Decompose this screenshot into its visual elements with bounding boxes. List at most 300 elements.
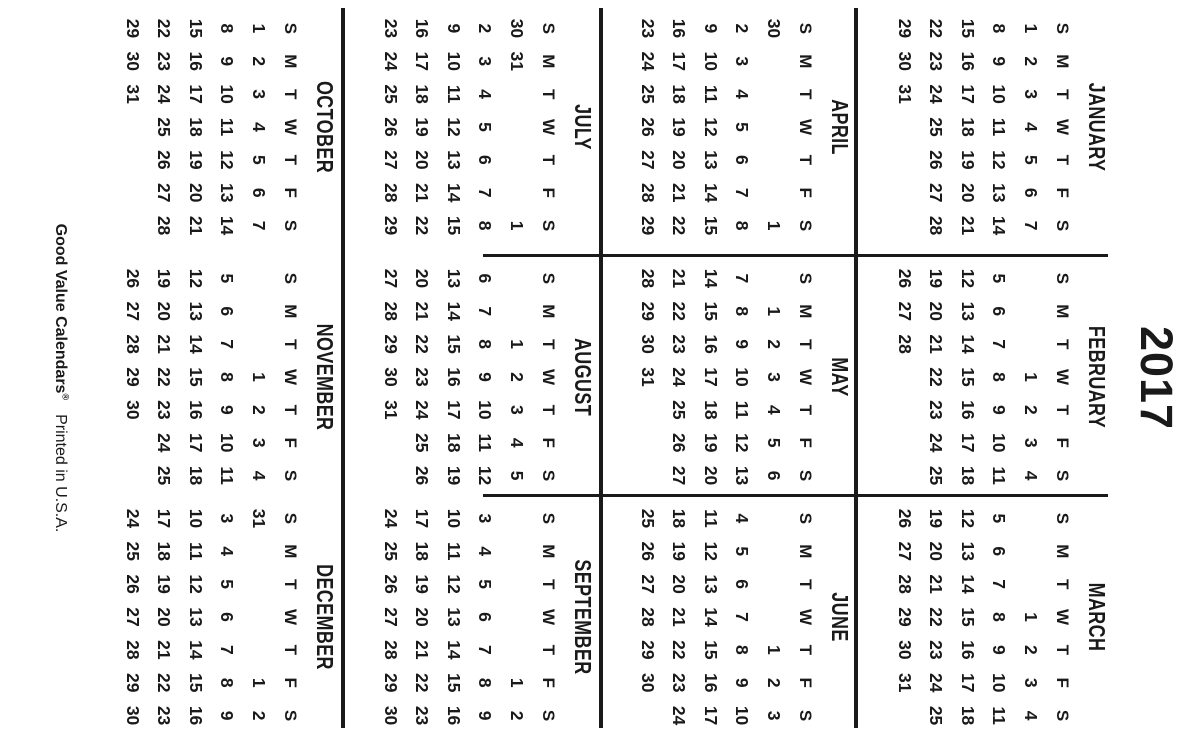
day-number: 26 xyxy=(669,432,690,453)
day-number: 6 xyxy=(249,187,269,198)
day-number: 12 xyxy=(444,574,464,594)
day-number: 10 xyxy=(475,400,496,420)
day-number: 14 xyxy=(186,640,206,660)
weekday-header: T xyxy=(796,88,815,100)
day-number: 9 xyxy=(444,23,464,34)
day-number: 13 xyxy=(444,150,464,170)
day-number: 27 xyxy=(381,268,401,289)
weekday-header: W xyxy=(796,118,815,136)
weekday-header: F xyxy=(1053,437,1072,448)
day-number: 1 xyxy=(1021,612,1041,622)
weekday-header: T xyxy=(281,154,300,166)
empty-day xyxy=(501,502,533,535)
day-number: 19 xyxy=(412,117,433,137)
day-number: 15 xyxy=(958,607,978,627)
empty-day xyxy=(889,393,921,426)
day-number: 6 xyxy=(475,273,496,284)
day-number: 31 xyxy=(249,508,269,529)
day-number: 29 xyxy=(638,215,658,236)
day-number: 24 xyxy=(926,84,947,104)
day-number: 11 xyxy=(701,509,721,528)
day-number: 10 xyxy=(732,705,753,726)
day-number: 14 xyxy=(444,182,464,203)
weekday-header: S xyxy=(281,272,300,285)
weekday-header: S xyxy=(1053,469,1072,482)
day-number: 25 xyxy=(123,541,143,561)
day-number: 17 xyxy=(701,705,721,726)
empty-day xyxy=(758,568,790,601)
weekday-header: S xyxy=(281,709,300,722)
day-number: 23 xyxy=(412,705,433,726)
day-number: 8 xyxy=(989,612,1010,622)
day-number: 30 xyxy=(638,672,658,693)
day-number: 8 xyxy=(475,677,496,688)
day-number: 26 xyxy=(638,541,658,561)
day-number: 12 xyxy=(958,508,978,529)
day-number: 23 xyxy=(926,400,947,420)
day-grid xyxy=(889,262,1079,492)
day-number: 14 xyxy=(444,301,464,321)
day-number: 29 xyxy=(381,334,401,354)
day-number: 1 xyxy=(764,306,784,317)
day-number: 24 xyxy=(926,672,947,693)
day-number: 1 xyxy=(507,677,527,688)
day-number: 24 xyxy=(381,51,401,71)
weekday-header: T xyxy=(281,578,300,590)
day-grid xyxy=(632,502,822,732)
day-number: 6 xyxy=(732,154,753,165)
weekday-header: T xyxy=(281,644,300,656)
day-number: 17 xyxy=(958,432,978,453)
day-number: 5 xyxy=(989,273,1010,284)
day-number: 15 xyxy=(186,672,206,693)
day-number: 3 xyxy=(732,56,753,67)
day-number: 1 xyxy=(1021,372,1041,382)
day-number: 17 xyxy=(958,84,978,104)
weekday-header: M xyxy=(281,544,300,559)
month-april xyxy=(635,12,855,242)
day-number: 16 xyxy=(186,51,206,71)
day-number: 1 xyxy=(249,23,269,34)
day-number: 25 xyxy=(381,84,401,104)
weekday-header: F xyxy=(1053,677,1072,688)
day-number: 28 xyxy=(895,574,915,594)
day-number: 2 xyxy=(507,372,527,382)
day-number: 29 xyxy=(381,215,401,236)
day-number: 19 xyxy=(186,150,206,170)
empty-day xyxy=(758,78,790,111)
day-number: 18 xyxy=(958,705,978,726)
empty-day xyxy=(1015,262,1047,295)
day-number: 19 xyxy=(926,268,947,289)
day-number: 16 xyxy=(186,400,206,420)
weekday-header: F xyxy=(539,437,558,448)
day-number: 6 xyxy=(989,546,1010,557)
day-number: 22 xyxy=(926,367,947,387)
empty-day xyxy=(501,111,533,144)
weekday-header: S xyxy=(539,469,558,482)
empty-day xyxy=(243,568,275,601)
day-number: 30 xyxy=(764,18,784,39)
day-number: 27 xyxy=(895,301,915,321)
day-number: 8 xyxy=(217,23,238,34)
day-number: 15 xyxy=(444,334,464,354)
day-number: 8 xyxy=(989,23,1010,34)
day-number: 12 xyxy=(186,268,206,289)
day-number: 10 xyxy=(186,508,206,529)
month-november xyxy=(120,262,340,492)
day-number: 23 xyxy=(154,400,175,420)
day-number: 22 xyxy=(154,18,175,39)
day-number: 10 xyxy=(217,84,238,104)
day-number: 21 xyxy=(412,301,433,321)
weekday-header: S xyxy=(796,512,815,525)
day-number: 6 xyxy=(989,306,1010,317)
day-number: 21 xyxy=(669,607,690,627)
day-number: 31 xyxy=(123,84,143,104)
day-number: 14 xyxy=(958,574,978,594)
day-number: 2 xyxy=(507,710,527,721)
day-number: 30 xyxy=(123,51,143,71)
day-number: 18 xyxy=(186,465,206,486)
day-number: 25 xyxy=(638,508,658,529)
weekday-header: T xyxy=(1053,404,1072,416)
day-number: 27 xyxy=(154,182,175,203)
day-number: 24 xyxy=(412,400,433,420)
day-number: 27 xyxy=(381,607,401,627)
weekday-header: M xyxy=(281,54,300,69)
day-number: 1 xyxy=(249,677,269,688)
day-number: 18 xyxy=(701,400,721,420)
day-number: 4 xyxy=(1021,470,1041,481)
day-number: 7 xyxy=(475,187,496,198)
weekday-header: S xyxy=(1053,512,1072,525)
day-number: 7 xyxy=(1021,220,1041,231)
day-number: 3 xyxy=(475,56,496,67)
day-number: 13 xyxy=(732,465,753,486)
day-number: 30 xyxy=(895,51,915,71)
day-number: 5 xyxy=(1021,154,1041,165)
day-number: 1 xyxy=(1021,23,1041,34)
day-number: 30 xyxy=(507,18,527,39)
day-number: 9 xyxy=(989,404,1010,415)
day-number: 25 xyxy=(638,84,658,104)
day-grid xyxy=(889,12,1079,242)
day-number: 18 xyxy=(154,541,175,561)
day-number: 16 xyxy=(186,705,206,726)
day-number: 8 xyxy=(732,220,753,231)
day-number: 20 xyxy=(958,182,978,203)
day-number: 22 xyxy=(412,672,433,693)
empty-day xyxy=(243,535,275,568)
day-number: 8 xyxy=(732,306,753,317)
day-number: 11 xyxy=(217,117,238,137)
day-number: 12 xyxy=(989,150,1010,170)
weekday-header: M xyxy=(539,544,558,559)
day-number: 15 xyxy=(444,672,464,693)
weekday-header: M xyxy=(1053,54,1072,69)
day-number: 28 xyxy=(638,607,658,627)
day-number: 26 xyxy=(895,268,915,289)
day-number: 10 xyxy=(217,432,238,453)
day-number: 5 xyxy=(217,273,238,284)
day-number: 22 xyxy=(926,18,947,39)
day-number: 24 xyxy=(669,705,690,726)
empty-day xyxy=(889,143,921,176)
month-name: MAY xyxy=(827,357,853,397)
day-number: 12 xyxy=(444,117,464,137)
day-number: 26 xyxy=(381,574,401,594)
day-number: 22 xyxy=(669,215,690,236)
day-number: 23 xyxy=(926,51,947,71)
weekday-header: S xyxy=(796,469,815,482)
day-number: 20 xyxy=(186,182,206,203)
empty-day xyxy=(501,176,533,209)
day-number: 18 xyxy=(186,117,206,137)
day-number: 3 xyxy=(1021,677,1041,688)
day-number: 22 xyxy=(669,301,690,321)
day-number: 24 xyxy=(381,508,401,529)
month-name: SEPTEMBER xyxy=(570,559,596,675)
weekday-header: S xyxy=(539,22,558,35)
day-number: 21 xyxy=(669,182,690,203)
day-number: 28 xyxy=(123,334,143,354)
day-number: 21 xyxy=(412,182,433,203)
day-number: 20 xyxy=(926,301,947,321)
day-number: 28 xyxy=(154,215,175,236)
weekday-header: M xyxy=(281,304,300,319)
day-number: 29 xyxy=(638,640,658,660)
day-number: 31 xyxy=(895,84,915,104)
day-number: 20 xyxy=(669,150,690,170)
day-number: 20 xyxy=(154,607,175,627)
weekday-header: T xyxy=(281,88,300,100)
weekday-header: M xyxy=(796,304,815,319)
day-number: 2 xyxy=(732,23,753,34)
column-divider-left xyxy=(483,254,1108,257)
day-number: 6 xyxy=(764,470,784,481)
day-number: 25 xyxy=(412,432,433,453)
day-number: 6 xyxy=(217,306,238,317)
empty-day xyxy=(758,535,790,568)
month-name: MARCH xyxy=(1084,582,1110,652)
empty-day xyxy=(889,176,921,209)
day-number: 4 xyxy=(475,89,496,99)
day-number: 15 xyxy=(958,18,978,39)
day-number: 24 xyxy=(123,508,143,529)
day-number: 25 xyxy=(669,400,690,420)
day-number: 11 xyxy=(732,400,753,420)
weekday-header: M xyxy=(539,304,558,319)
day-number: 16 xyxy=(444,705,464,726)
day-number: 11 xyxy=(989,117,1010,137)
empty-day xyxy=(117,459,149,492)
empty-day xyxy=(758,176,790,209)
day-number: 19 xyxy=(701,432,721,453)
weekday-header: W xyxy=(1053,118,1072,136)
day-number: 24 xyxy=(154,84,175,104)
weekday-header: W xyxy=(281,118,300,136)
day-number: 7 xyxy=(217,644,238,655)
day-number: 9 xyxy=(701,23,721,34)
row-divider-2 xyxy=(599,8,603,728)
empty-day xyxy=(501,295,533,328)
day-number: 26 xyxy=(154,150,175,170)
weekday-header: S xyxy=(281,469,300,482)
weekday-header: S xyxy=(539,512,558,525)
day-number: 16 xyxy=(669,18,690,39)
day-number: 24 xyxy=(154,432,175,453)
day-number: 20 xyxy=(412,607,433,627)
day-number: 26 xyxy=(926,150,947,170)
weekday-header: M xyxy=(1053,544,1072,559)
day-number: 15 xyxy=(186,367,206,387)
day-number: 18 xyxy=(412,84,433,104)
empty-day xyxy=(632,699,664,732)
day-number: 17 xyxy=(186,432,206,453)
day-number: 4 xyxy=(249,470,269,481)
weekday-header: M xyxy=(796,54,815,69)
empty-day xyxy=(758,111,790,144)
day-number: 11 xyxy=(186,542,206,561)
day-number: 5 xyxy=(249,154,269,165)
day-number: 10 xyxy=(732,367,753,387)
day-number: 23 xyxy=(926,640,947,660)
day-number: 26 xyxy=(412,465,433,486)
day-number: 28 xyxy=(926,215,947,236)
day-number: 17 xyxy=(701,367,721,387)
weekday-header: W xyxy=(796,368,815,386)
day-number: 7 xyxy=(732,187,753,198)
empty-day xyxy=(758,502,790,535)
day-number: 18 xyxy=(444,432,464,453)
day-number: 9 xyxy=(475,372,496,382)
day-number: 26 xyxy=(381,117,401,137)
day-number: 4 xyxy=(507,437,527,448)
day-number: 19 xyxy=(154,268,175,289)
day-number: 23 xyxy=(638,18,658,39)
day-number: 2 xyxy=(1021,404,1041,415)
day-number: 31 xyxy=(895,672,915,693)
weekday-header: T xyxy=(1053,154,1072,166)
weekday-header: T xyxy=(281,404,300,416)
day-number: 30 xyxy=(381,367,401,387)
weekday-header: S xyxy=(1053,219,1072,232)
day-number: 21 xyxy=(926,334,947,354)
weekday-header: W xyxy=(539,608,558,626)
empty-day xyxy=(1015,502,1047,535)
day-number: 5 xyxy=(507,470,527,481)
empty-day xyxy=(1015,568,1047,601)
day-number: 7 xyxy=(732,273,753,284)
day-number: 4 xyxy=(732,89,753,99)
weekday-header: T xyxy=(1053,88,1072,100)
empty-day xyxy=(501,535,533,568)
weekday-header: F xyxy=(281,677,300,688)
day-grid xyxy=(375,12,565,242)
month-june xyxy=(635,502,855,732)
day-number: 5 xyxy=(732,546,753,557)
day-number: 2 xyxy=(1021,644,1041,655)
brand-name: Good Value Calendars® xyxy=(51,223,70,401)
day-number: 16 xyxy=(701,334,721,354)
empty-day xyxy=(501,143,533,176)
day-number: 28 xyxy=(638,268,658,289)
day-number: 13 xyxy=(989,182,1010,203)
day-number: 5 xyxy=(217,579,238,589)
weekday-header: F xyxy=(796,187,815,198)
footer xyxy=(51,0,70,756)
weekday-header: W xyxy=(1053,368,1072,386)
day-number: 12 xyxy=(475,465,496,486)
day-number: 21 xyxy=(926,574,947,594)
day-number: 16 xyxy=(958,400,978,420)
empty-day xyxy=(501,633,533,666)
day-grid xyxy=(375,502,565,732)
day-number: 21 xyxy=(958,215,978,236)
day-number: 16 xyxy=(958,51,978,71)
day-number: 30 xyxy=(123,705,143,726)
day-number: 26 xyxy=(638,117,658,137)
weekday-header: M xyxy=(539,54,558,69)
day-number: 15 xyxy=(701,640,721,660)
day-number: 13 xyxy=(701,574,721,594)
day-number: 16 xyxy=(701,672,721,693)
weekday-header: S xyxy=(796,709,815,722)
month-march xyxy=(892,502,1112,732)
day-number: 25 xyxy=(154,465,175,486)
day-number: 25 xyxy=(381,541,401,561)
empty-day xyxy=(501,601,533,634)
day-number: 13 xyxy=(958,541,978,561)
month-name: OCTOBER xyxy=(312,80,338,174)
day-number: 31 xyxy=(507,51,527,71)
day-number: 6 xyxy=(217,612,238,622)
weekday-header: W xyxy=(1053,608,1072,626)
month-name: DECEMBER xyxy=(312,564,338,670)
day-number: 2 xyxy=(764,339,784,349)
column-divider-right xyxy=(483,494,1108,497)
empty-day xyxy=(889,209,921,242)
day-number: 19 xyxy=(669,541,690,561)
empty-day xyxy=(889,699,921,732)
day-number: 22 xyxy=(926,607,947,627)
day-number: 14 xyxy=(186,334,206,354)
day-number: 10 xyxy=(989,672,1010,693)
day-number: 28 xyxy=(381,182,401,203)
day-number: 14 xyxy=(701,182,721,203)
day-number: 15 xyxy=(444,215,464,236)
day-number: 14 xyxy=(444,640,464,660)
day-number: 4 xyxy=(1021,122,1041,132)
day-number: 19 xyxy=(669,117,690,137)
month-name: NOVEMBER xyxy=(312,323,338,431)
day-number: 13 xyxy=(958,301,978,321)
empty-day xyxy=(632,393,664,426)
day-number: 9 xyxy=(732,339,753,349)
weekday-header: T xyxy=(539,644,558,656)
day-number: 4 xyxy=(249,122,269,132)
month-name: JANUARY xyxy=(1084,82,1110,172)
weekday-header: W xyxy=(539,118,558,136)
day-number: 11 xyxy=(989,706,1010,725)
weekday-header: F xyxy=(281,187,300,198)
day-number: 9 xyxy=(217,404,238,415)
empty-day xyxy=(1015,295,1047,328)
day-number: 10 xyxy=(444,508,464,529)
day-number: 15 xyxy=(958,367,978,387)
day-number: 28 xyxy=(381,640,401,660)
